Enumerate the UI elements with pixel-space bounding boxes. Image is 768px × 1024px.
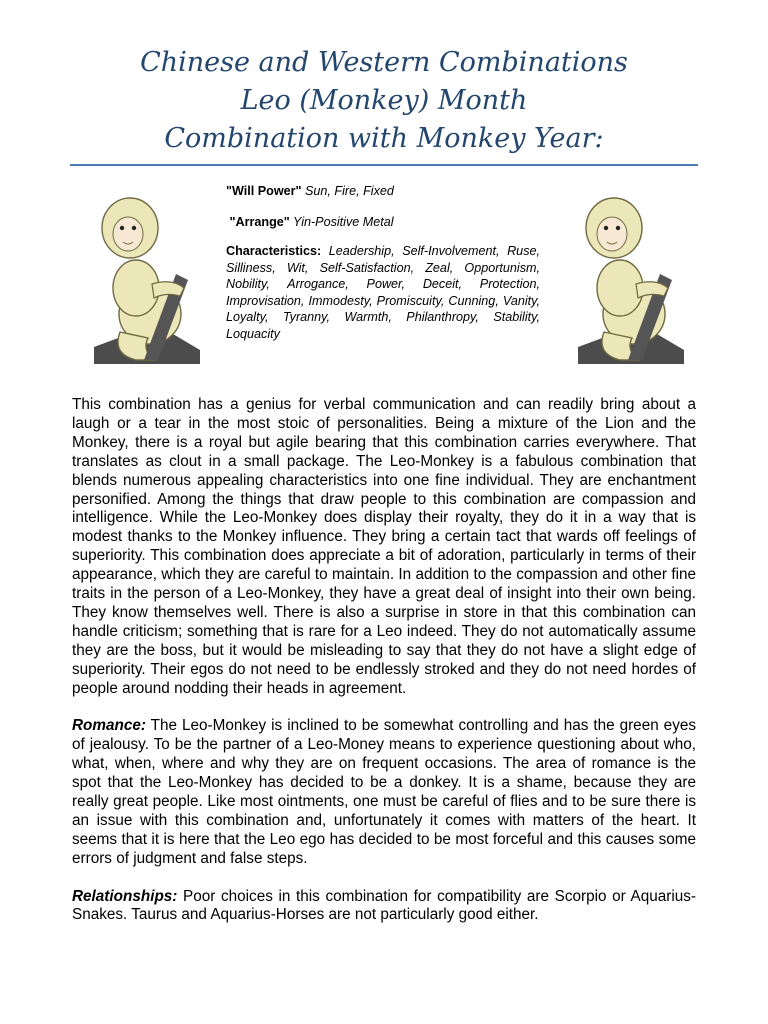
relationships-paragraph	[72, 888, 696, 926]
article-body	[72, 396, 696, 944]
will-power-line	[226, 183, 540, 200]
romance-label: Romance:	[72, 717, 146, 735]
relationships-text: Poor choices in this combination for compatibility are Scorpio or Aquarius-Snakes. Taurus and Aquarius-Horses are not particularly good either.	[72, 887, 696, 924]
will-power-label: "Will Power"	[226, 184, 302, 198]
title-line-2: Leo (Monkey) Month	[240, 85, 528, 116]
title-line-1: Chinese and Western Combinations	[140, 47, 628, 78]
characteristics-value: Leadership, Self-Involvement, Ruse, Silliness, Wit, Self-Satisfaction, Zeal, Opportunism, Nobility, Arrogance, Power, Deceit, Protection, Improvisation, Immodesty, Promiscuity, Cunning, Vanity, Loyalty, Tyranny, Warmth, Philanthropy, Stability, Loquacity	[226, 244, 540, 341]
characteristics-label: Characteristics:	[226, 244, 322, 258]
romance-text: The Leo-Monkey is inclined to be somewhat controlling and has the green eyes of jealousy. To be the partner of a Leo-Money means to experience questioning about who, what, when, where and why they are on frequent occasions. The area of romance is the spot that the Leo-Monkey has decided to be a donkey. It is a shame, because they are really great people. Like most ointments, one must be careful of flies and to be sure there is an issue with this combination and, unfortunately it comes with matters of the heart. It seems that it is here that the Leo ego has decided to be most forceful and this causes some errors of judgment and false steps.	[72, 717, 696, 867]
attributes-block	[226, 183, 540, 342]
relationships-label: Relationships:	[72, 887, 178, 905]
arrange-line	[226, 214, 540, 231]
title-line-3: Combination with Monkey Year:	[164, 123, 604, 154]
will-power-value: Sun, Fire, Fixed	[305, 184, 394, 198]
page-title	[70, 44, 698, 158]
characteristics-line	[226, 243, 540, 342]
romance-paragraph	[72, 717, 696, 868]
monkey-illustration-left	[92, 192, 200, 364]
arrange-label: "Arrange"	[229, 214, 290, 229]
title-divider	[70, 164, 698, 166]
monkey-illustration-right	[576, 192, 684, 364]
arrange-value: Yin-Positive Metal	[293, 214, 394, 229]
intro-paragraph: This combination has a genius for verbal communication and can readily bring about a laugh or a tear in the most stoic of personalities. Being a mixture of the Lion and the Monkey, there is a royal but agile bearing that this combination carries everywhere. That translates as clout in a small package. The Leo-Monkey is a fabulous combination that blends numerous appealing characteristics into one fine individual. They are enchantment personified. Among the things that draw people to this combination are compassion and intelligence. While the Leo-Monkey does display their royalty, they do it in a way that is modest thanks to the Monkey influence. They bring a certain tact that wards off feelings of superiority. This combination does appreciate a bit of adoration, particularly in terms of their appearance, which they are careful to maintain. In addition to the compassion and other fine traits in the person of a Leo-Monkey, they have a great deal of insight into their own being. They know themselves well. There is also a surprise in store in that this combination can handle criticism; something that is rare for a Leo indeed. They do not automatically assume they are the boss, but it would be misleading to say that they do not have a slight edge of superiority. Their egos do not need to be endlessly stroked and they do not need hordes of people around nodding their heads in agreement.	[72, 396, 696, 697]
